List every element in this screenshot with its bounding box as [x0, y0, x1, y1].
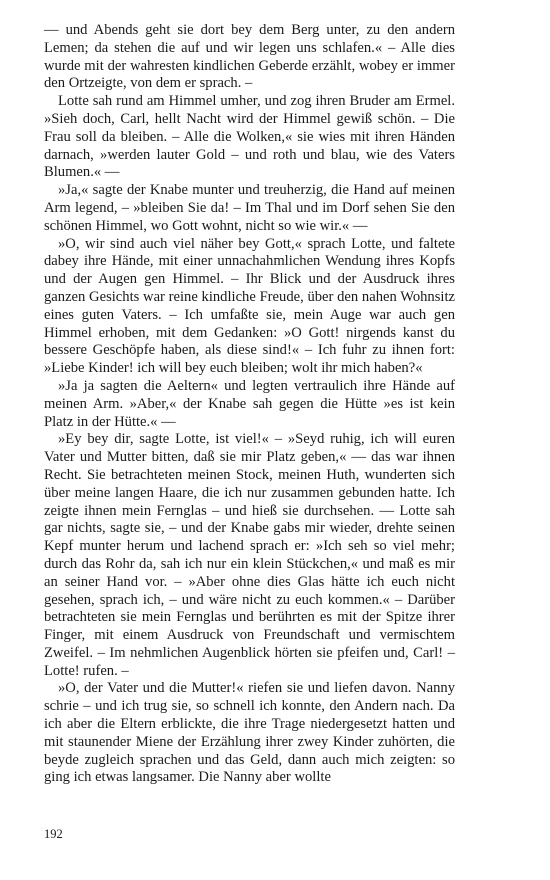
- paragraph: »O, wir sind auch viel näher bey Gott,« sprach Lotte, und faltete dabey ihre Hände, mit einer unnachahmlichen Wendung ihres Kopfs und der Augen gen Himmel. – Ihr Blick und der Ausdruck ihres ganzen Gesichts war reine kindliche Freude, über den nahen Wohnsitz eines guten Vaters. – Ich umfaßte sie, mein Auge war auch gen Himmel erhoben, mit dem Gedanken: »O Gott! nirgends kanst du bessere Geschöpfe haben, als diese sind!« – Ich fuhr zu ihnen fort: »Liebe Kinder! ich will bey euch bleiben; wolt ihr mich haben?«: [44, 235, 455, 377]
- paragraph: –– und Abends geht sie dort bey dem Berg unter, zu den andern Lemen; da stehen die auf und wir legen uns schlafen.« – Alle dies wurde mit der wahresten kindlichen Geberde erzählt, wobey er immer den Ortzeigte, von dem er sprach. –: [44, 22, 455, 92]
- paragraph: »O, der Vater und die Mutter!« riefen sie und liefen davon. Nanny schrie – und ich trug sie, so schnell ich konnte, den Andern nach. Da ich aber die Eltern erblickte, die ihre Trage niedergesetzt hatten und mit staunender Miene der Erzählung ihrer zwey Kinder zuhörten, die beyde zugleich sprachen und das Geld, dann auch mich zeigten: so ging ich etwas langsamer. Die Nanny aber wollte: [44, 680, 455, 786]
- page-number: 192: [44, 827, 63, 841]
- body-text: [44, 22, 455, 787]
- paragraph: »Ja ja sagten die Aeltern« und legten vertraulich ihre Hände auf meinen Arm. »Aber,« der Knabe sah gegen die Hütte »es ist kein Platz in der Hütte.« ––: [44, 377, 455, 430]
- paragraph: »Ja,« sagte der Knabe munter und treuherzig, die Hand auf meinen Arm legend, – »bleiben Sie da! – Im Thal und im Dorf sehen Sie den schönen Himmel, wo Gott wohnt, nicht so wie wir.« ––: [44, 182, 455, 234]
- paragraph: »Ey bey dir, sagte Lotte, ist viel!« – »Seyd ruhig, ich will euren Vater und Mutter bitten, daß sie mir Platz geben,« –– das war ihnen Recht. Sie betrachteten meinen Stock, meinen Huth, wunderten sich über meine langen Haare, die ich nur zusammen gebunden hatte. Ich zeigte ihnen mein Fernglas – und hieß sie durchsehen. –– Lotte sah gar nichts, sagte sie, – und der Knabe gabs mir wieder, drehte seinen Kepf munter herum und lachend sprach er: »Ich seh so viel mehr; durch das Rohr da, sah ich nur ein klein Stückchen,« und maß es mir an seiner Hand vor. – »Aber ohne dies Glas hätte ich euch nicht gesehen, sprach ich, – und wäre nicht zu euch kommen.« – Darüber betrachteten sie mein Fernglas und berührten es mit der Spitze ihrer Finger, mit einem Ausdruck von Freundschaft und vermischtem Zweifel. – Im nehmlichen Augenblick hörten sie pfeifen und, Carl! – Lotte! rufen. –: [44, 431, 455, 679]
- paragraph: Lotte sah rund am Himmel umher, und zog ihren Bruder am Ermel. »Sieh doch, Carl, hellt Nacht wird der Himmel gewiß schön. – Die Frau soll da bleiben. – Alle die Wolken,« sie wies mit ihren Händen darnach, »werden lauter Gold – und roth und blau, wie des Vaters Blumen.« ––: [44, 93, 455, 181]
